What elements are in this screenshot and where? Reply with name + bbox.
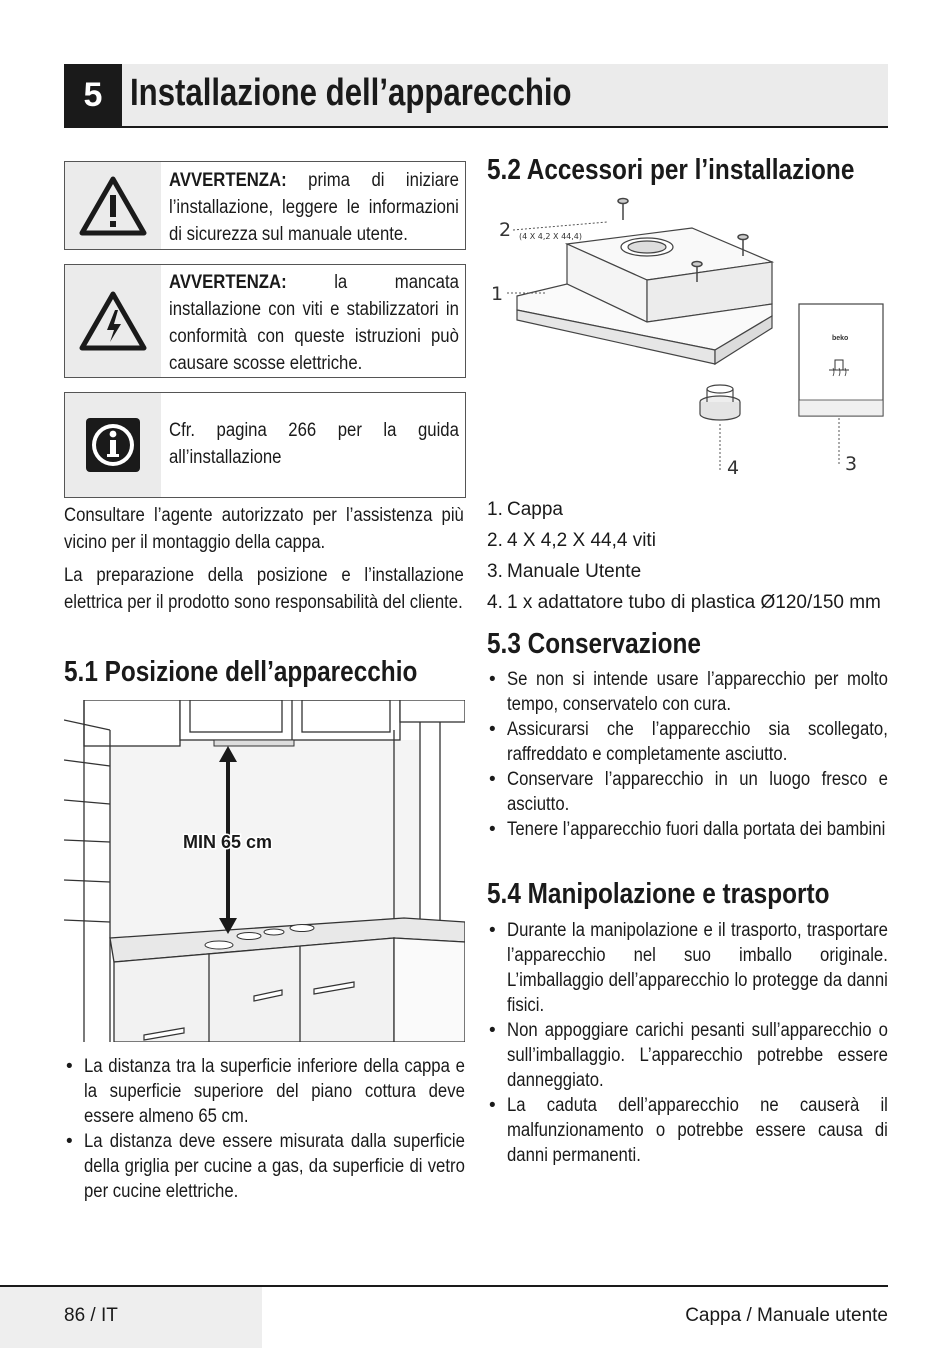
warning-triangle-icon (78, 175, 148, 237)
section-5-1-title: 5.1 Posizione dell’apparecchio (64, 656, 418, 688)
callout-3: 3 (845, 453, 858, 475)
intro-paragraph-1: Consultare l’agente autorizzato per l’assistenza più vicino per il montaggio della cappa. (64, 505, 464, 553)
section-5-2-title: 5.2 Accessori per l’installazione (487, 154, 855, 186)
page-number: 86 / IT (64, 1305, 118, 1326)
intro-paragraph-2: La preparazione della posizione e l’installazione elettrica per il prodotto sono responsabilità del cliente. (64, 565, 464, 613)
chapter-title: Installazione dell’apparecchio (130, 72, 572, 114)
warning-notice-electric (64, 264, 466, 378)
section-5-3-title: 5.3 Conservazione (487, 628, 701, 660)
section-5-1-bullets (64, 1054, 465, 1204)
section-5-3-bullets (487, 667, 888, 842)
list-item: 4. 1 x adattatore tubo di plastica Ø120/150 mm (487, 592, 881, 613)
footer-doc-title: Cappa / Manuale utente (685, 1305, 888, 1326)
callout-1: 1 (491, 283, 504, 305)
callout-2-dimensions: (4 X 4,2 X 44,4) (519, 232, 582, 241)
notice-label: AVVERTENZA: (169, 170, 287, 191)
section-5-4-bullets (487, 918, 888, 1168)
callout-2: 2 (499, 219, 512, 241)
list-item: 3. Manuale Utente (487, 561, 642, 582)
electric-shock-icon (78, 290, 148, 352)
list-item: • Tenere l’apparecchio fuori dalla portata dei bambini (487, 817, 888, 842)
list-item: • La caduta dell’apparecchio ne causerà il malfunzionamento o potrebbe essere causa di danni permanenti. (487, 1093, 888, 1168)
accessories-list (487, 496, 881, 620)
list-item: • Se non si intende usare l’apparecchio per molto tempo, conservatelo con cura. (487, 667, 888, 717)
notice-text: la mancata installazione con viti e stabilizzatori in conformità con queste istruzioni può causare scosse elettriche. (169, 272, 459, 374)
warning-notice-safety (64, 161, 466, 250)
brand-logo: beko (832, 335, 849, 342)
info-icon (84, 416, 142, 474)
accessories-illustration (487, 192, 887, 482)
list-item: 1. Cappa (487, 499, 563, 520)
list-item: • Conservare l’apparecchio in un luogo fresco e asciutto. (487, 767, 888, 817)
section-5-4-title: 5.4 Manipolazione e trasporto (487, 878, 830, 910)
footer-page-box (0, 1287, 262, 1348)
kitchen-position-illustration (64, 700, 465, 1042)
notice-label: AVVERTENZA: (169, 272, 287, 293)
list-item: • Assicurarsi che l’apparecchio sia scollegato, raffreddato e completamente asciutto. (487, 717, 888, 767)
list-item: 2. 4 X 4,2 X 44,4 viti (487, 530, 656, 551)
list-item: • La distanza tra la superficie inferiore della cappa e la superficie superiore del piano cottura deve essere almeno 65 cm. (64, 1054, 465, 1129)
list-item: • Non appoggiare carichi pesanti sull’apparecchio o sull’imballaggio. L’apparecchio potrebbe essere danneggiato. (487, 1018, 888, 1093)
callout-4: 4 (727, 457, 740, 479)
user-manual-illustration (799, 304, 883, 416)
notice-text: Cfr. pagina 266 per la guida all’installazione (169, 420, 459, 468)
info-notice (64, 392, 466, 498)
list-item: • La distanza deve essere misurata dalla superficie della griglia per cucine a gas, da superficie di vetro per cucine elettriche. (64, 1129, 465, 1204)
notice-text: prima di iniziare l’installazione, leggere le informazioni di sicurezza sul manuale utente. (169, 170, 459, 245)
chapter-number: 5 (64, 64, 122, 126)
min-distance-label: MIN 65 cm (183, 832, 273, 852)
list-item: • Durante la manipolazione e il trasporto, trasportare l’apparecchio nel suo imballo originale. L’imballaggio dell’apparecchio lo protegge da danni fisici. (487, 918, 888, 1018)
chapter-header (64, 64, 888, 128)
